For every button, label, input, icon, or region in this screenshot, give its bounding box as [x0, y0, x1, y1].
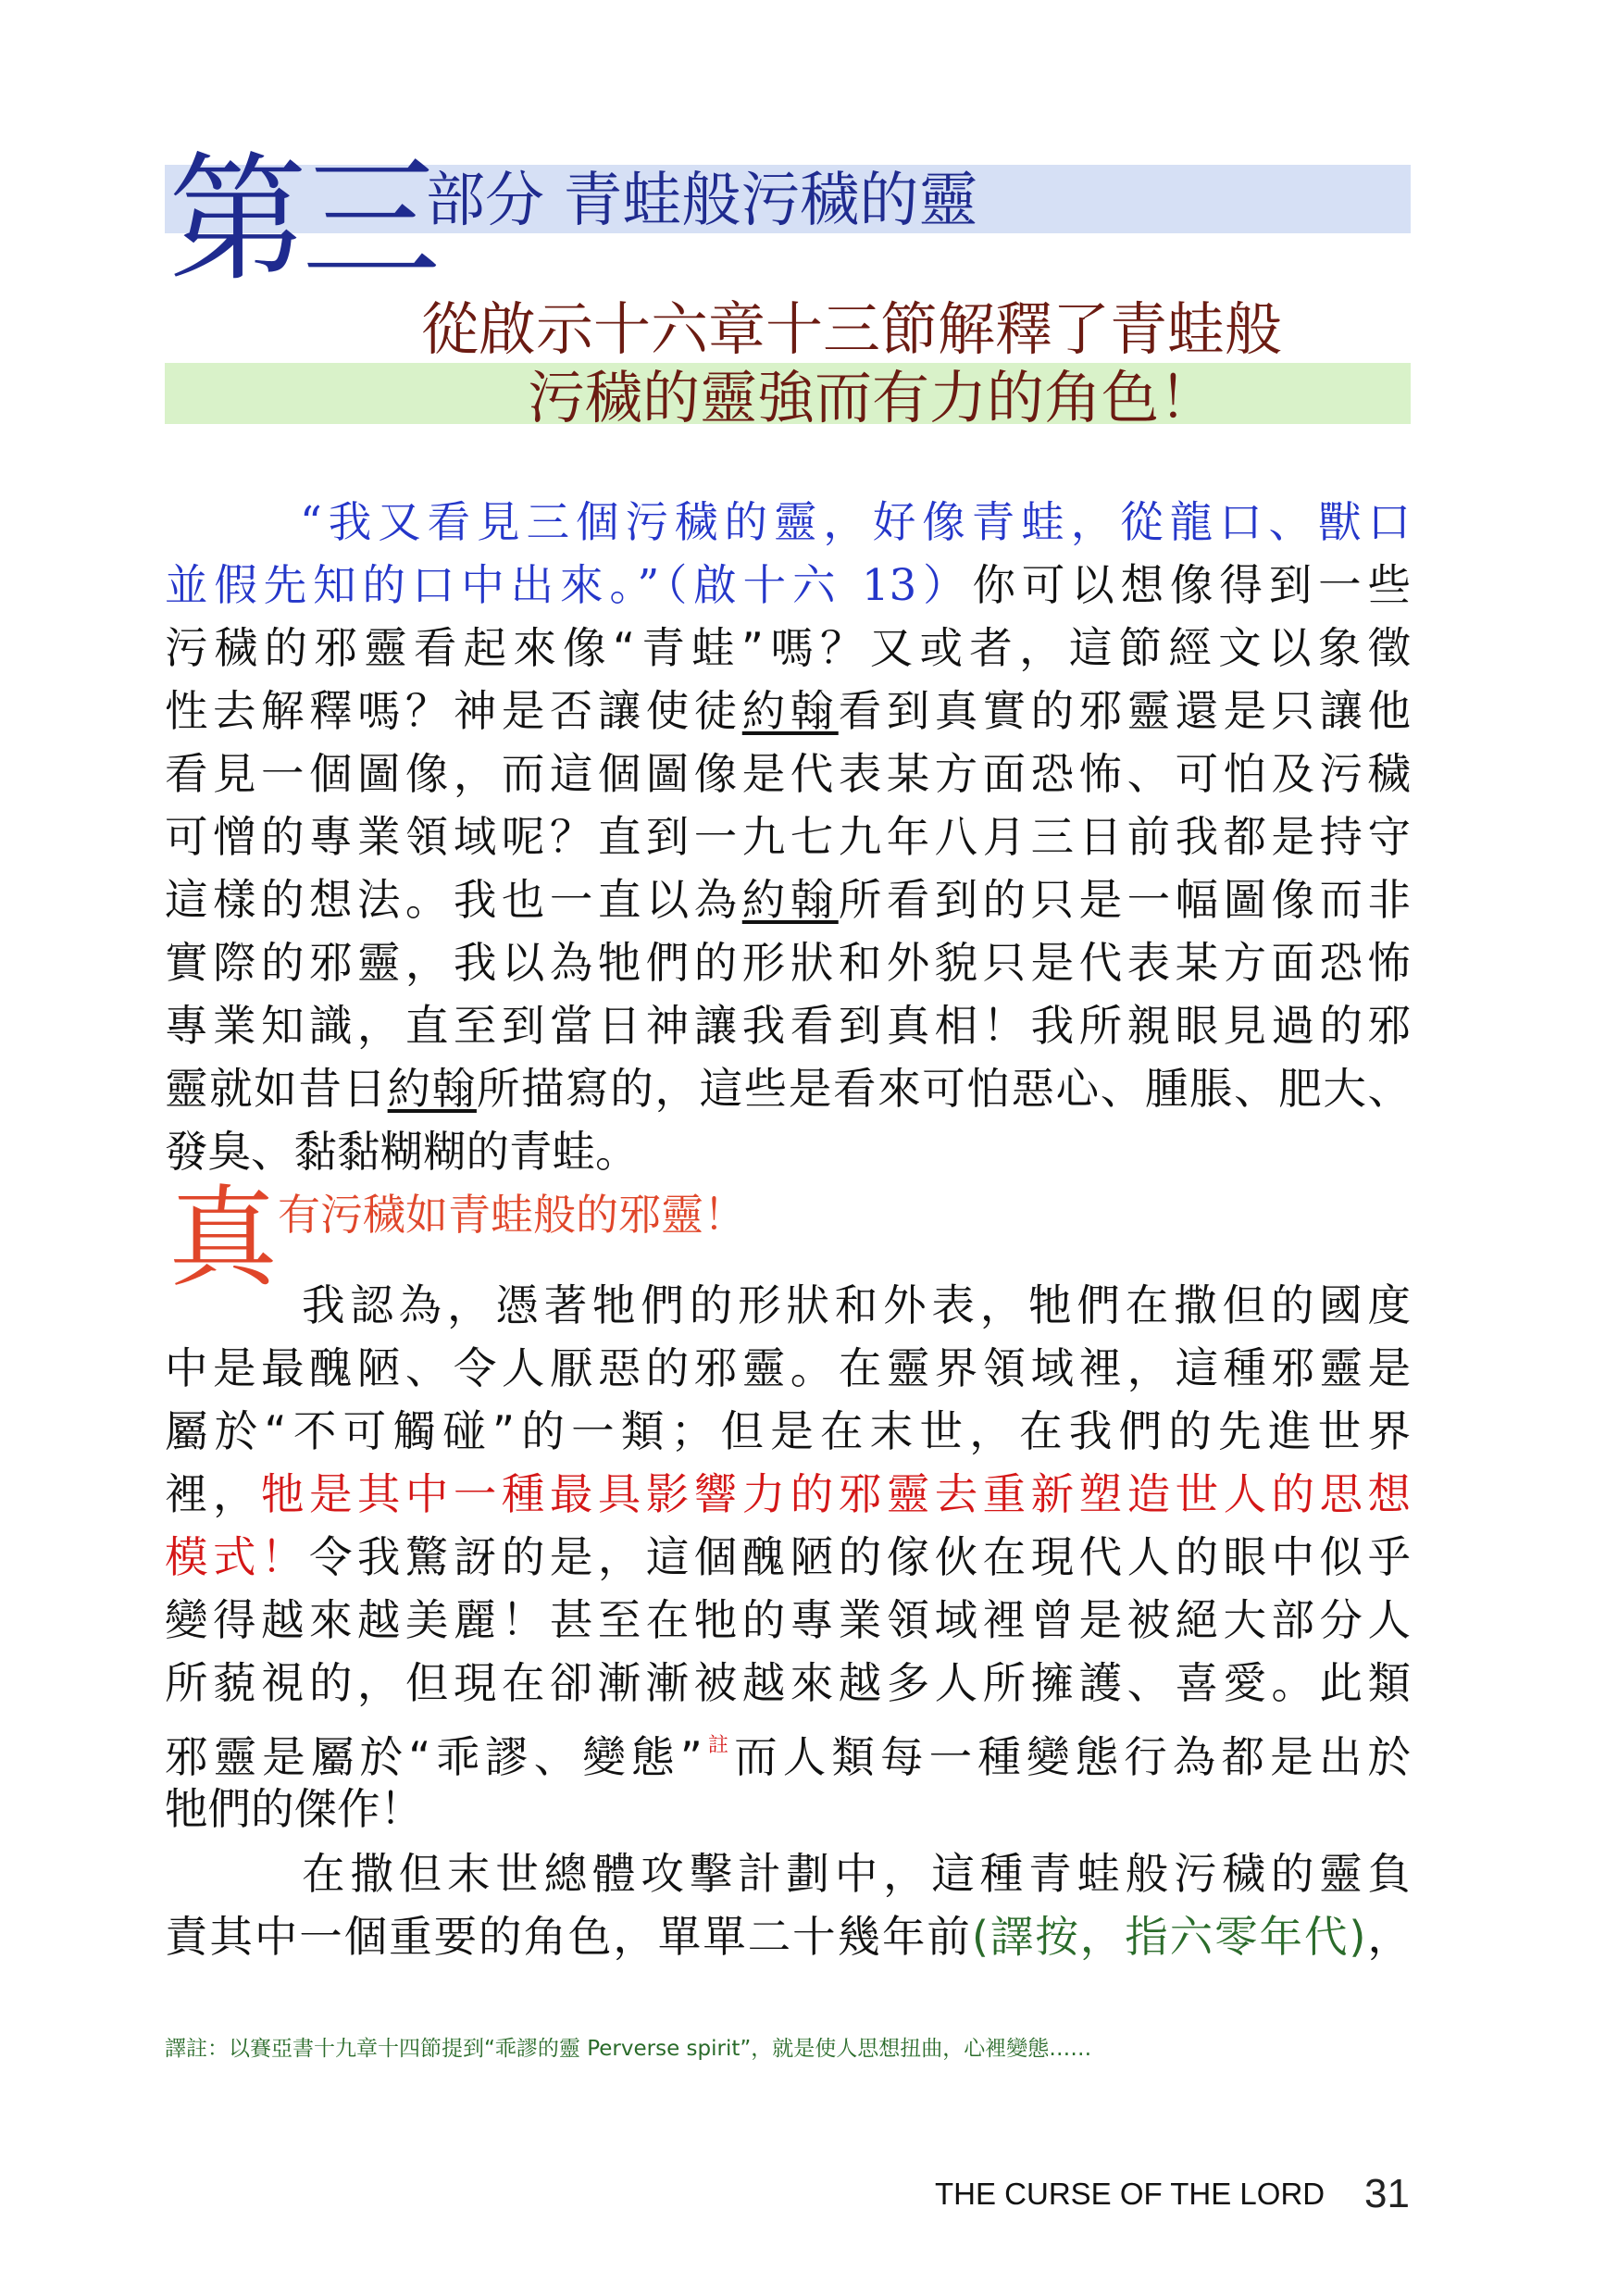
paragraph-line: 在撒但末世總體攻擊計劃中，這種青蛙般污穢的靈負: [302, 1849, 1411, 1899]
paragraph-line: 專業知識，直至到當日神讓我看到真相！我所親眼見過的邪: [165, 1001, 1411, 1051]
paragraph-line: 責其中一個重要的角色，單單二十幾年前(譯按，指六零年代)，: [165, 1912, 1412, 1962]
footnote-marker: 註: [702, 1734, 735, 1757]
paragraph-3: [165, 1842, 1411, 1968]
paragraph-line: 看見一個圖像，而這個圖像是代表某方面恐怖、可怕及污穢: [165, 749, 1411, 799]
paragraph-line: 這樣的想法。我也一直以為約翰所看到的只是一幅圖像而非: [165, 875, 1412, 925]
paragraph-line: 靈就如昔日約翰所描寫的，這些是看來可怕惡心、腫脹、肥大、: [165, 1064, 1412, 1114]
subtitle-line-2: 污穢的靈強而有力的角色！: [528, 364, 1217, 431]
page-number: 31: [1364, 2171, 1410, 2216]
section-heading: 有污穢如青蛙般的邪靈！: [278, 1190, 746, 1240]
paragraph-2: [165, 1274, 1411, 1841]
paragraph-line: 所藐視的，但現在卻漸漸被越來越多人所擁護、喜愛。此類: [165, 1658, 1411, 1708]
paragraph-line: 牠們的傑作！: [165, 1784, 423, 1834]
paragraph-line: 中是最醜陋、令人厭惡的邪靈。在靈界領域裡，這種邪靈是: [165, 1343, 1411, 1393]
part-number: 第三: [168, 140, 436, 301]
section-dropcap: 真: [168, 1174, 279, 1302]
paragraph-line: 並假先知的口中出來。”（啟十六 13）你可以想像得到一些: [165, 560, 1411, 610]
scripture-quote-line-1: “我又看見三個污穢的靈，好像青蛙，從龍口、獸口: [300, 497, 1411, 547]
emphasis-text: 牠是其中一種最具影響力的邪靈去重新塑造世人的思想: [260, 1469, 1412, 1519]
translator-footnote: 譯註：以賽亞書十九章十四節提到“乖謬的靈 Perverse spirit”，就是使人思想扭曲，心裡變態……: [165, 2037, 1092, 2061]
running-title: THE CURSE OF THE LORD: [935, 2177, 1326, 2211]
name-john: 約翰: [741, 686, 839, 736]
paragraph-line: 邪靈是屬於“乖謬、變態”$^註$而人類每一種變態行為都是出於: [165, 1732, 1411, 1782]
paragraph-line: 性去解釋嗎？神是否讓使徒約翰看到真實的邪靈還是只讓他: [165, 686, 1412, 736]
paragraph-line: 實際的邪靈，我以為牠們的形狀和外貌只是代表某方面恐怖: [165, 938, 1411, 988]
paragraph-line: 屬於“不可觸碰”的一類；但是在末世，在我們的先進世界: [165, 1406, 1411, 1456]
paragraph-line: 可憎的專業領域呢？直到一九七九年八月三日前我都是持守: [165, 812, 1411, 862]
paragraph-line: 裡，牠是其中一種最具影響力的邪靈去重新塑造世人的思想: [165, 1469, 1412, 1519]
paragraph-1: [165, 491, 1411, 1183]
paragraph-line: 污穢的邪靈看起來像“青蛙”嗎？又或者，這節經文以象徵: [165, 623, 1411, 673]
subtitle-line-1: 從啟示十六章十三節解釋了青蛙般: [421, 295, 1283, 363]
paragraph-line: 我認為，憑著牠們的形狀和外表，牠們在撒但的國度: [302, 1280, 1411, 1330]
paragraph-line: 模式！令我驚訝的是，這個醜陋的傢伙在現代人的眼中似乎: [165, 1532, 1412, 1582]
part-title: 部分 青蛙般污穢的靈: [426, 167, 978, 235]
emphasis-text: 模式！: [165, 1532, 309, 1582]
name-john: 約翰: [387, 1064, 477, 1114]
paragraph-line: 發臭、黏黏糊糊的青蛙。: [165, 1127, 639, 1177]
scripture-quote-line-2: 並假先知的口中出來。”（啟十六 13）: [165, 560, 973, 610]
translator-note-inline: (譯按，指六零年代): [971, 1912, 1366, 1962]
paragraph-line: 變得越來越美麗！甚至在牠的專業領域裡曾是被絕大部分人: [165, 1595, 1411, 1645]
name-john: 約翰: [741, 875, 839, 925]
